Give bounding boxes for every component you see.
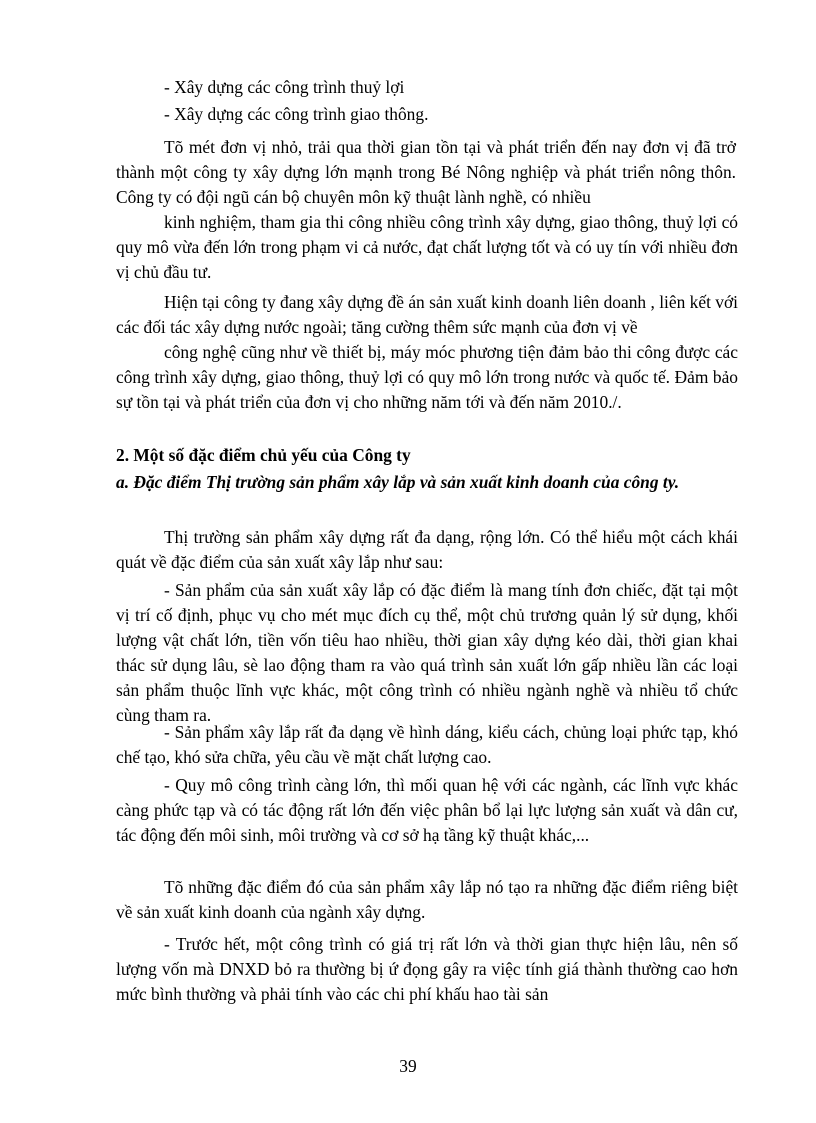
paragraph-history: Tõ mét đơn vị nhỏ, trải qua thời gian tồn tại và phát triển đến nay đơn vị đã trở thành một công ty xây dựng lớn mạnh trong Bé Nông nghiệp và phát triển nông thôn. Công ty có đội ngũ cán bộ chuyên môn kỹ thuật lành nghề, có nhiều [116,137,736,207]
section-heading: 2. Một số đặc điểm chủ yếu của Công ty [116,445,411,465]
bullet-product-diversity: - Sản phẩm xây lắp rất đa dạng về hình dáng, kiểu cách, chủng loại phức tạp, khó chế tạo, khó sửa chữa, yêu cầu về mặt chất lượng cao. [116,722,738,767]
paragraph-experience: kinh nghiệm, tham gia thi công nhiều công trình xây dựng, giao thông, thuỷ lợi có quy mô vừa đến lớn trong phạm vi cả nước, đạt chất lượng tốt và có uy tín với nhiều đơn vị chủ đầu tư. [116,212,738,282]
subsection-heading: a. Đặc điểm Thị trường sản phẩm xây lắp và sản xuất kinh doanh của công ty. [116,472,680,492]
bullet-project-scale: - Quy mô công trình càng lớn, thì mối quan hệ với các ngành, các lĩnh vực khác càng phức tạp và có tác động rất lớn đến việc phân bổ lại lực lượng sản xuất và dân cư, tác động đến môi sinh, môi trường và cơ sở hạ tầng kỹ thuật khác,... [116,775,738,845]
paragraph-market: Thị trường sản phẩm xây dựng rất đa dạng, rộng lớn. Có thể hiểu một cách khái quát về đặc điểm của sản xuất xây lắp như sau: [116,527,738,572]
paragraph-joint-venture: Hiện tại công ty đang xây dựng đề án sản xuất kinh doanh liên doanh , liên kết với các đối tác xây dựng nước ngoài; tăng cường thêm sức mạnh của đơn vị về [116,292,738,337]
paragraph-business-features: Tõ những đặc điểm đó của sản phẩm xây lắp nó tạo ra những đặc điểm riêng biệt về sản xuất kinh doanh của ngành xây dựng. [116,877,738,922]
bullet-capital: - Trước hết, một công trình có giá trị rất lớn và thời gian thực hiện lâu, nên số lượng vốn mà DNXD bỏ ra thường bị ứ đọng gây ra việc tính giá thành thường cao hơn mức bình thường và phải tính vào các chi phí khấu hao tài sản [116,934,738,1004]
bullet-product-characteristics: - Sản phẩm của sản xuất xây lắp có đặc điểm là mang tính đơn chiếc, đặt tại một vị trí cố định, phục vụ cho mét mục đích cụ thể, một chủ trương quản lý sử dụng, khối lượng vật chất lớn, tiền vốn tiêu hao nhiều, thời gian xây dựng kéo dài, thời gian khai thác sử dụng lâu, sè lao động tham ra vào quá trình sản xuất lớn gấp nhiều lần các loại sản phẩm thuộc lĩnh vực khác, một công trình có nhiều ngành nghề và nhiều tổ chức cùng tham ra. [116,580,738,725]
bullet-irrigation: - Xây dựng các công trình thuỷ lợi [164,77,405,97]
paragraph-technology: công nghệ cũng như về thiết bị, máy móc phương tiện đảm bảo thi công được các công trình xây dựng, giao thông, thuỷ lợi có quy mô lớn trong nước và quốc tế. Đảm bảo sự tồn tại và phát triển của đơn vị cho những năm tới và đến năm 2010./. [116,342,738,412]
page-number: 39 [399,1056,417,1076]
bullet-transport: - Xây dựng các công trình giao thông. [164,104,429,124]
